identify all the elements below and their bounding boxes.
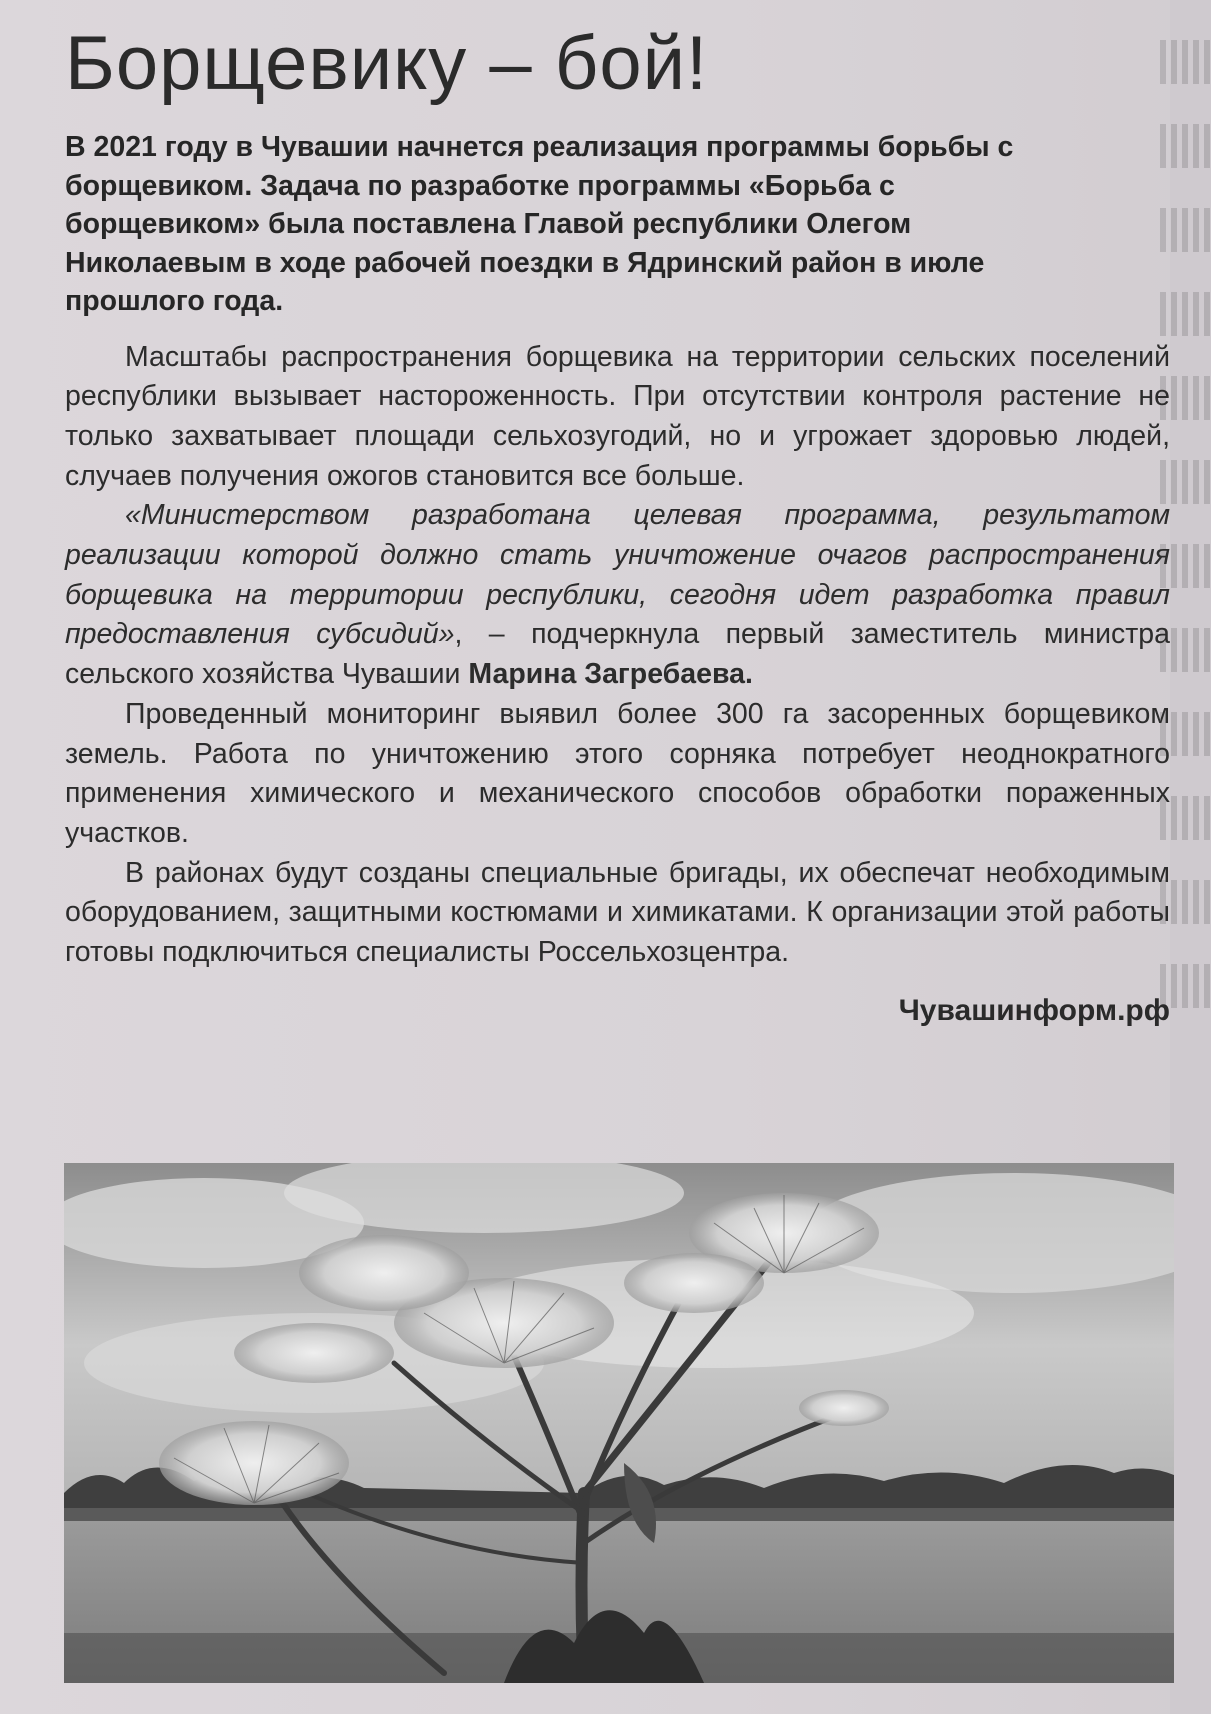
article-lead: В 2021 году в Чувашии начнется реализация программы борьбы с борщевиком. Задача по разработке программы «Борьба с борщевиком» была поставлена Главой республики Олегом Николаевым в ходе рабочей поездки в Ядринский район в июле прошлого года.: [65, 131, 1014, 317]
article-body: [65, 338, 1170, 973]
paragraph-4: В районах будут созданы специальные бригады, их обеспечат необходимым оборудованием, защитными костюмами и химикатами. К организации этой работы готовы подключиться специалисты Россельхозцентра.: [65, 856, 1170, 969]
paragraph-2: [65, 496, 1170, 695]
article-title: Борщевику – бой!: [65, 21, 709, 106]
article: [65, 18, 1170, 1031]
quote-attribution: , – подчеркнула первый заместитель министра сельского хозяйства Чувашии: [65, 618, 1171, 691]
article-source: Чувашинформ.рф: [898, 993, 1170, 1027]
minister-quote: «Министерством разработана целевая программа, результатом реализации которой должно стать уничтожение очагов распространения борщевика на территории республики, сегодня идет разработка правил предоставления субсидий»: [65, 499, 1170, 651]
hogweed-photo: [64, 1163, 1174, 1683]
minister-name: Марина Загребаева.: [468, 658, 753, 691]
hogweed-image: [64, 1163, 1174, 1683]
paragraph-1: Масштабы распространения борщевика на территории сельских поселений республики вызывает настороженность. При отсутствии контроля растение не только захватывает площади сельхозугодий, но и угрожает здоровью людей, случаев получения ожогов становится все больше.: [65, 340, 1170, 492]
paragraph-3: Проведенный мониторинг выявил более 300 га засоренных борщевиком земель. Работа по уничтожению этого сорняка потребует неоднократного применения химического и механического способов обработки пораженных участков.: [65, 697, 1170, 849]
